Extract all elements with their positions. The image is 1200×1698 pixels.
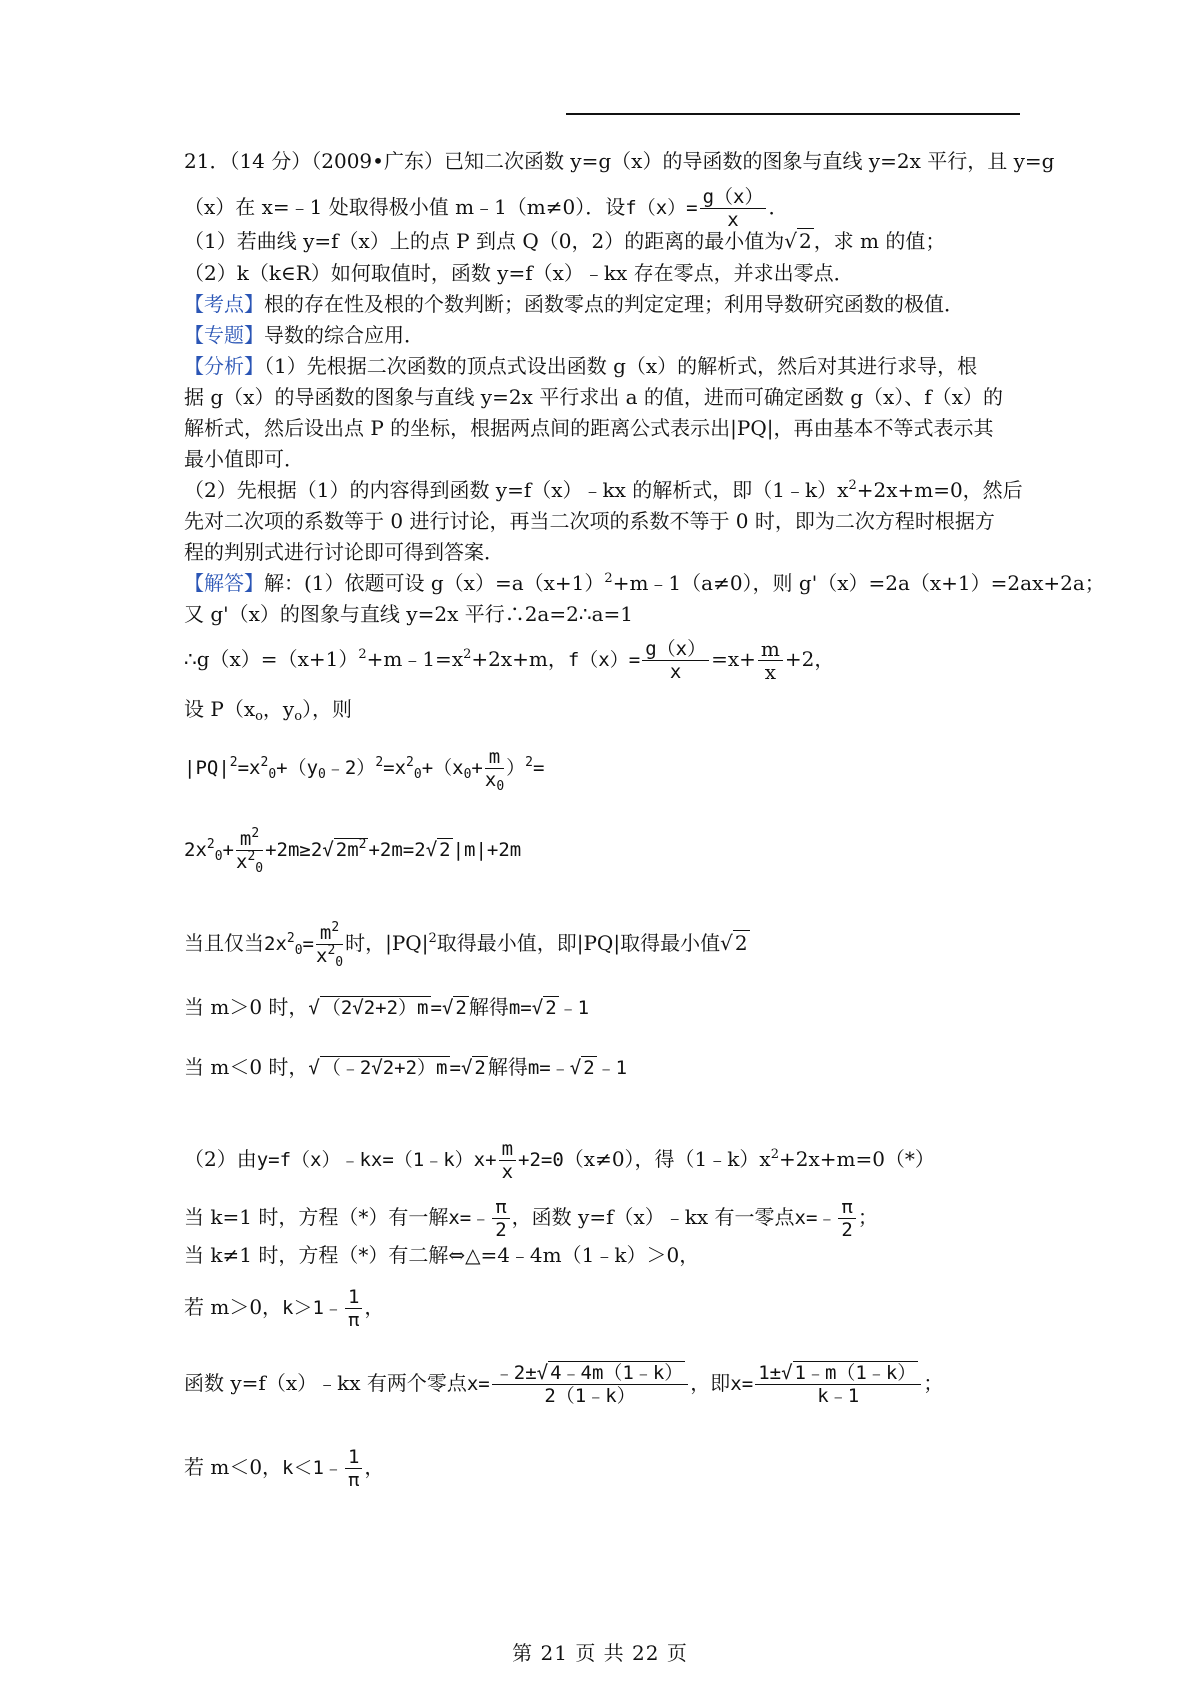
jieda-line-2: 又 g'（x）的图象与直线 y=2x 平行∴2a=2∴a=1 bbox=[184, 602, 633, 626]
part2-line-2: 当 k=1 时，方程（*）有一解x=﹣ $\frac{\pi}{2}$ ，函数 y=f（x）﹣kx 有一零点x=﹣ $\frac{\pi}{2}$ ； bbox=[184, 1196, 878, 1241]
jieda-line-9: 当 m＜0 时，√ （﹣2√2+2）m =√ 2 解得m=﹣√ 2 ﹣1 bbox=[184, 1055, 628, 1079]
kaodian-line: 【考点】根的存在性及根的个数判断；函数零点的判定定理；利用导数研究函数的极值． bbox=[184, 292, 964, 316]
sqrt: √ 2 bbox=[441, 997, 467, 1019]
jieda-line-1: 【解答】解：(1）依题可设 $g(x)=a(x+1)^2+m﹣1(a\ne 0)$，则 g'（x）=2a（x+1）=2ax+2a； bbox=[184, 571, 1105, 595]
problem-number: 21 bbox=[184, 149, 210, 173]
sqrt: √ 2 bbox=[460, 1057, 486, 1079]
sqrt: √ 2 bbox=[531, 997, 557, 1019]
sqrt: √ 1﹣m（1﹣k） bbox=[781, 1362, 917, 1384]
fenxi-line-5: （2）先根据（1）的内容得到函数 y=f（x）﹣kx 的解析式，即$(1﹣k)x^2+2x+m=0$，然后 bbox=[184, 478, 1023, 502]
fenxi-line-2: 据 g（x）的导函数的图象与直线 y=2x 平行求出 a 的值，进而可确定函数 g（x）、f（x）的 bbox=[184, 385, 1003, 409]
jieda-line-3: $\therefore g(x)=(x+1)^2+m﹣1=x^2+2x+m$，f（x）= $\frac{g(x)}{x}$ =x+ $\frac{m}{x}$ +2， bbox=[184, 637, 835, 684]
problem-line-2: （x）在 x=﹣1 处取得极小值 m﹣1（m≠0）．设f（x）= $\frac{g(x)}{x}$ ． bbox=[184, 186, 789, 231]
part2-line-5: 函数 y=f（x）﹣kx 有两个零点x= $\frac{﹣2\pm√ 4﹣4m(1﹣k)}{2(1﹣k)}$ ，即x= $\frac{1\pm√ 1﹣m(1﹣k)}{k﹣1}$ ； bbox=[184, 1362, 944, 1407]
part2-line-3: 当 k≠1 时，方程（*）有二解⇔△=4﹣4m（1﹣k）＞0， bbox=[184, 1243, 700, 1267]
jieda-line-7: 当且仅当$2x^2_0=$ $\frac{m^2}{x^2_0}$ 时，$|PQ|^2$取得最小值，即|PQ|取得最小值√ 2 bbox=[184, 920, 748, 970]
sqrt: √ 2 bbox=[720, 931, 748, 955]
fraction: $\frac{\pi}{2}$ bbox=[838, 1196, 855, 1241]
fenxi-tag: 【分析】 bbox=[184, 354, 264, 378]
sqrt: √ 2 bbox=[425, 839, 451, 861]
question-1: （1）若曲线 y=f（x）上的点 P 到点 Q（0，2）的距离的最小值为√ 2 ，求 m 的值； bbox=[184, 229, 946, 253]
fenxi-line-6: 先对二次项的系数等于 0 进行讨论，再当二次项的系数不等于 0 时，即为二次方程时根据方 bbox=[184, 509, 995, 533]
part2-line-6: 若 m＜0，k＜1﹣ $\frac{1}{\pi}$ ， bbox=[184, 1446, 385, 1491]
jieda-line-4: 设 $P(x_o$，$y_o$），则 bbox=[184, 697, 353, 724]
sqrt: √ $2m^2$ bbox=[322, 837, 367, 861]
problem-line-1: 21．（14 分）（2009•广东）已知二次函数 y=g（x）的导函数的图象与直线 y=2x 平行，且 y=g bbox=[184, 149, 1055, 173]
fraction: $\frac{1}{\pi}$ bbox=[345, 1286, 362, 1331]
fraction: $\frac{1\pm√ 1﹣m(1﹣k)}{k﹣1}$ bbox=[755, 1362, 921, 1407]
sqrt: √ （2√2+2）m bbox=[308, 997, 429, 1019]
sqrt: √ 4﹣4m（1﹣k） bbox=[536, 1362, 684, 1384]
zhuanti-line: 【专题】导数的综合应用． bbox=[184, 323, 424, 347]
fraction: $\frac{m}{x_0}$ bbox=[484, 746, 505, 794]
sqrt: √ （﹣2√2+2）m bbox=[308, 1057, 448, 1079]
fraction: $\frac{g(x)}{x}$ bbox=[700, 186, 767, 231]
fenxi-line-3: 解析式，然后设出点 P 的坐标，根据两点间的距离公式表示出|PQ|，再由基本不等式表示其 bbox=[184, 416, 994, 440]
fraction: $\frac{\pi}{2}$ bbox=[492, 1196, 509, 1241]
page-footer: 第 21 页 共 22 页 bbox=[512, 1641, 688, 1665]
jieda-line-6: $2x^2_0+$ $\frac{m^2}{x^2_0}$ +2m≥2√ $2m^2 +2m=2√$ 2 |m|+2m bbox=[184, 826, 522, 876]
fraction: $\frac{g(x)}{x}$ bbox=[642, 638, 709, 683]
part2-line-1: （2）由y=f（x）﹣kx=（1﹣k）x+ $\frac{m}{x}$ +2=0（x≠0），得$(1﹣k)x^2+2x+m=0(*)$ bbox=[184, 1138, 935, 1183]
fenxi-line-1: 【分析】（1）先根据二次函数的顶点式设出函数 g（x）的解析式，然后对其进行求导，根 bbox=[184, 354, 978, 378]
fraction: $\frac{m^2}{x^2_0}$ bbox=[316, 920, 344, 970]
fraction: $\frac{m}{x}$ bbox=[758, 638, 783, 683]
jieda-line-8: 当 m＞0 时，√ （2√2+2）m =√ 2 解得m=√ 2 ﹣1 bbox=[184, 995, 590, 1019]
question-2: （2）k（k∈R）如何取值时，函数 y=f（x）﹣kx 存在零点，并求出零点． bbox=[184, 261, 854, 285]
fraction: $\frac{m}{x}$ bbox=[499, 1138, 516, 1183]
zhuanti-tag: 【专题】 bbox=[184, 323, 264, 347]
fraction: $\frac{1}{\pi}$ bbox=[345, 1446, 362, 1491]
fraction: $\frac{m^2}{x^2_0}$ bbox=[236, 826, 264, 876]
fenxi-line-7: 程的判别式进行讨论即可得到答案． bbox=[184, 540, 504, 564]
sqrt: √ 2 bbox=[784, 229, 812, 253]
kaodian-tag: 【考点】 bbox=[184, 292, 264, 316]
jieda-tag: 【解答】 bbox=[184, 571, 264, 595]
fenxi-line-4: 最小值即可． bbox=[184, 447, 304, 471]
header-rule bbox=[566, 113, 1020, 115]
sqrt: √ 2 bbox=[569, 1057, 595, 1079]
jieda-line-5: $|PQ|^2=x^2_0+(y_0﹣2)^2=x^2_0+(x_0+$ $\frac{m}{x_0}$ ）$^2$= bbox=[184, 746, 545, 794]
fraction: $\frac{﹣2\pm√ 4﹣4m(1﹣k)}{2(1﹣k)}$ bbox=[492, 1362, 689, 1407]
part2-line-4: 若 m＞0，k＞1﹣ $\frac{1}{\pi}$ ， bbox=[184, 1286, 385, 1331]
